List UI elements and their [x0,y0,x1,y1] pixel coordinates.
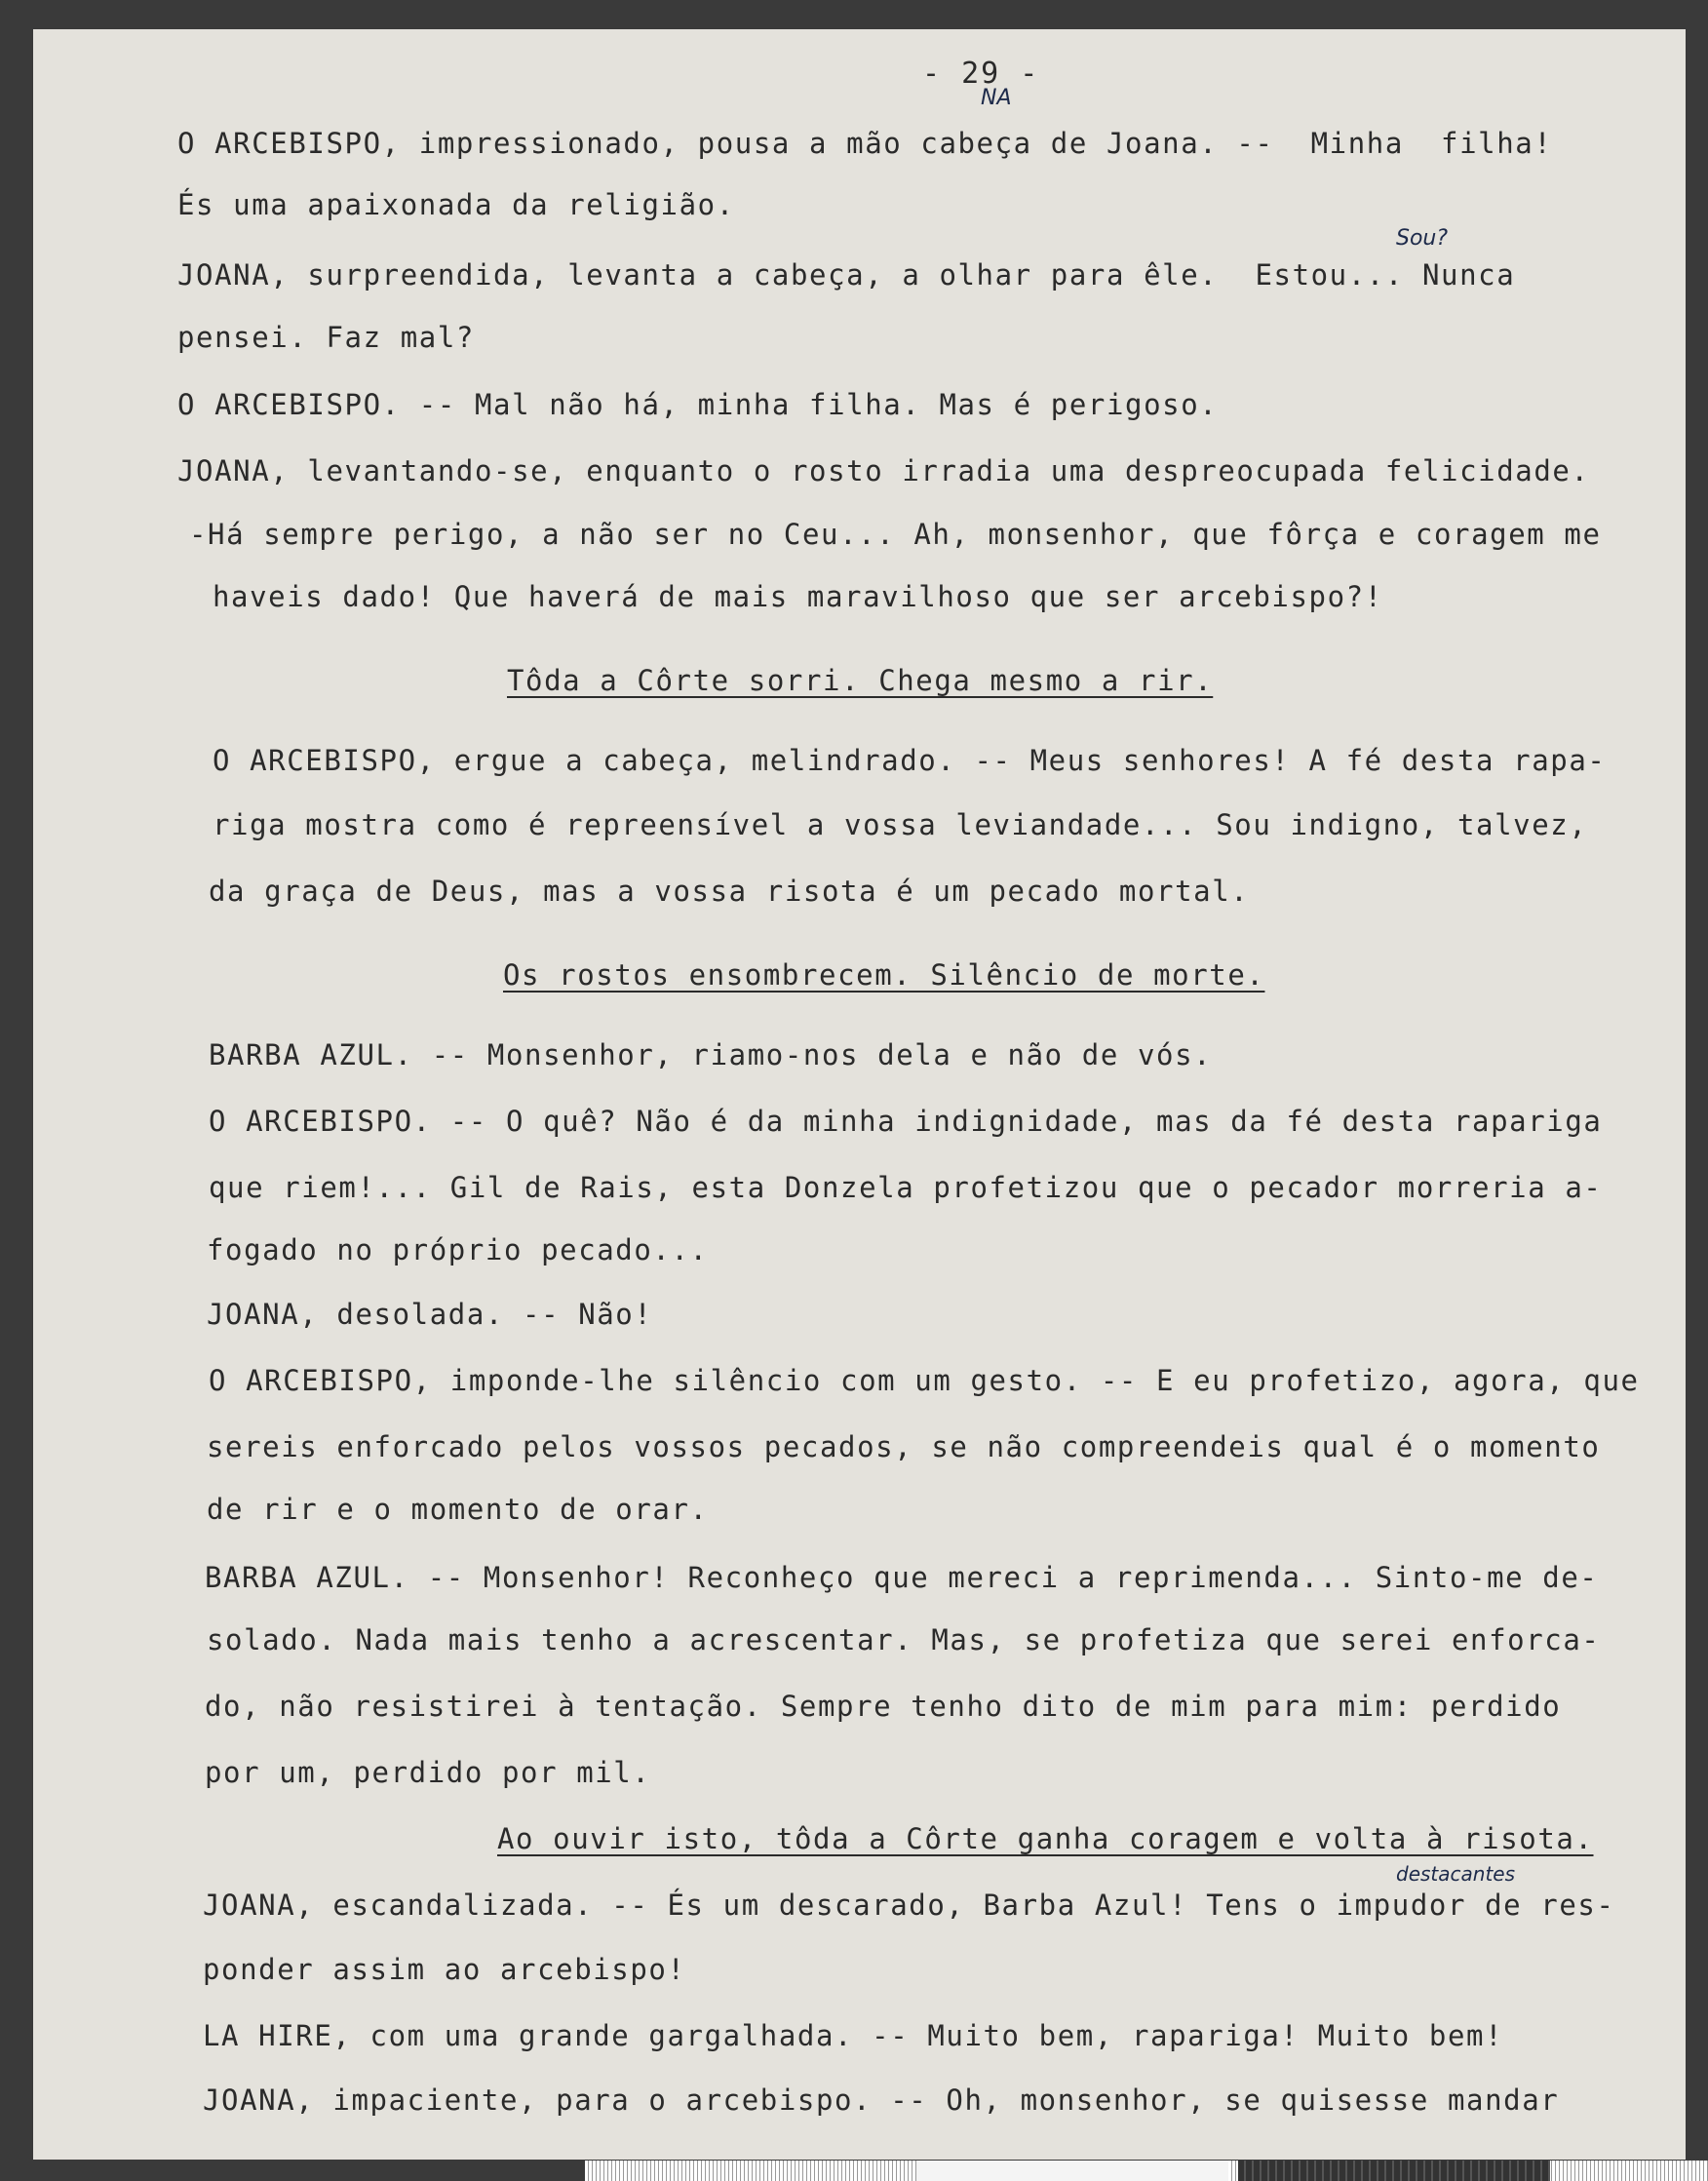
scan-scale-bar-black [1238,2161,1550,2181]
script-line: BARBA AZUL. -- Monsenhor, riamo-nos dela e não de vós. [209,1038,1213,1071]
script-line: JOANA, surpreendida, levanta a cabeça, a olhar para êle. Estou... Nunca [177,258,1516,292]
script-line: solado. Nada mais tenho a acrescentar. Mas, se profetiza que serei enforca- [207,1623,1601,1656]
handwritten-insert-na: NA [981,86,1012,110]
script-line: O ARCEBISPO. -- Mal não há, minha filha. Mas é perigoso. [177,388,1219,421]
script-line: que riem!... Gil de Rais, esta Donzela profetizou que o pecador morreria a- [209,1171,1603,1204]
script-line: haveis dado! Que haverá de mais maravilhoso que ser arcebispo?! [213,580,1383,613]
handwritten-insert-destacantes: destacantes [1396,1862,1516,1886]
script-line: O ARCEBISPO, imponde-lhe silêncio com um gesto. -- E eu profetizo, agora, que [209,1364,1640,1397]
script-line: BARBA AZUL. -- Monsenhor! Reconheço que mereci a reprimenda... Sinto-me de- [205,1561,1599,1594]
script-line: sereis enforcado pelos vossos pecados, se não compreendeis qual é o momento [207,1430,1601,1463]
script-line: JOANA, escandalizada. -- És um descarado, Barba Azul! Tens o impudor de res- [203,1889,1615,1922]
script-line: JOANA, desolada. -- Não! [207,1298,653,1331]
script-line: O ARCEBISPO. -- O quê? Não é da minha indignidade, mas da fé desta rapariga [209,1105,1603,1138]
script-line: És uma apaixonada da religião. [177,188,735,221]
script-line: riga mostra como é repreensível a vossa leviandade... Sou indigno, talvez, [213,808,1588,841]
script-line: da graça de Deus, mas a vossa risota é um pecado mortal. [209,875,1250,908]
script-line: JOANA, levantando-se, enquanto o rosto irradia uma despreocupada felicidade. [177,454,1590,487]
script-line: por um, perdido por mil. [205,1756,651,1789]
script-line: LA HIRE, com uma grande gargalhada. -- Muito bem, rapariga! Muito bem! [203,2019,1504,2052]
script-line: JOANA, impaciente, para o arcebispo. -- Oh, monsenhor, se quisesse mandar [203,2084,1560,2117]
stage-direction: Tôda a Côrte sorri. Chega mesmo a rir. [507,664,1214,697]
script-line: de rir e o momento de orar. [207,1493,709,1526]
script-line: fogado no próprio pecado... [207,1233,709,1266]
stage-direction: Os rostos ensombrecem. Silêncio de morte. [503,958,1265,992]
script-line: -Há sempre perigo, a não ser no Ceu... Ah, monsenhor, que fôrça e coragem me [189,518,1602,551]
handwritten-insert-sou: Sou? [1396,226,1449,251]
script-line: do, não resistirei à tentação. Sempre tenho dito de mim para mim: perdido [205,1690,1562,1723]
script-line: pensei. Faz mal? [177,321,475,354]
page-number: - 29 - [922,57,1040,91]
scan-scale-bar-white [916,2161,1228,2181]
script-line: O ARCEBISPO, impressionado, pousa a mão cabeça de Joana. -- Minha filha! [177,127,1553,160]
script-line: ponder assim ao arcebispo! [203,1953,686,1986]
stage-direction: Ao ouvir isto, tôda a Côrte ganha coragem e volta à risota. [497,1822,1594,1855]
script-line: O ARCEBISPO, ergue a cabeça, melindrado. -- Meus senhores! A fé desta rapa- [213,744,1607,777]
